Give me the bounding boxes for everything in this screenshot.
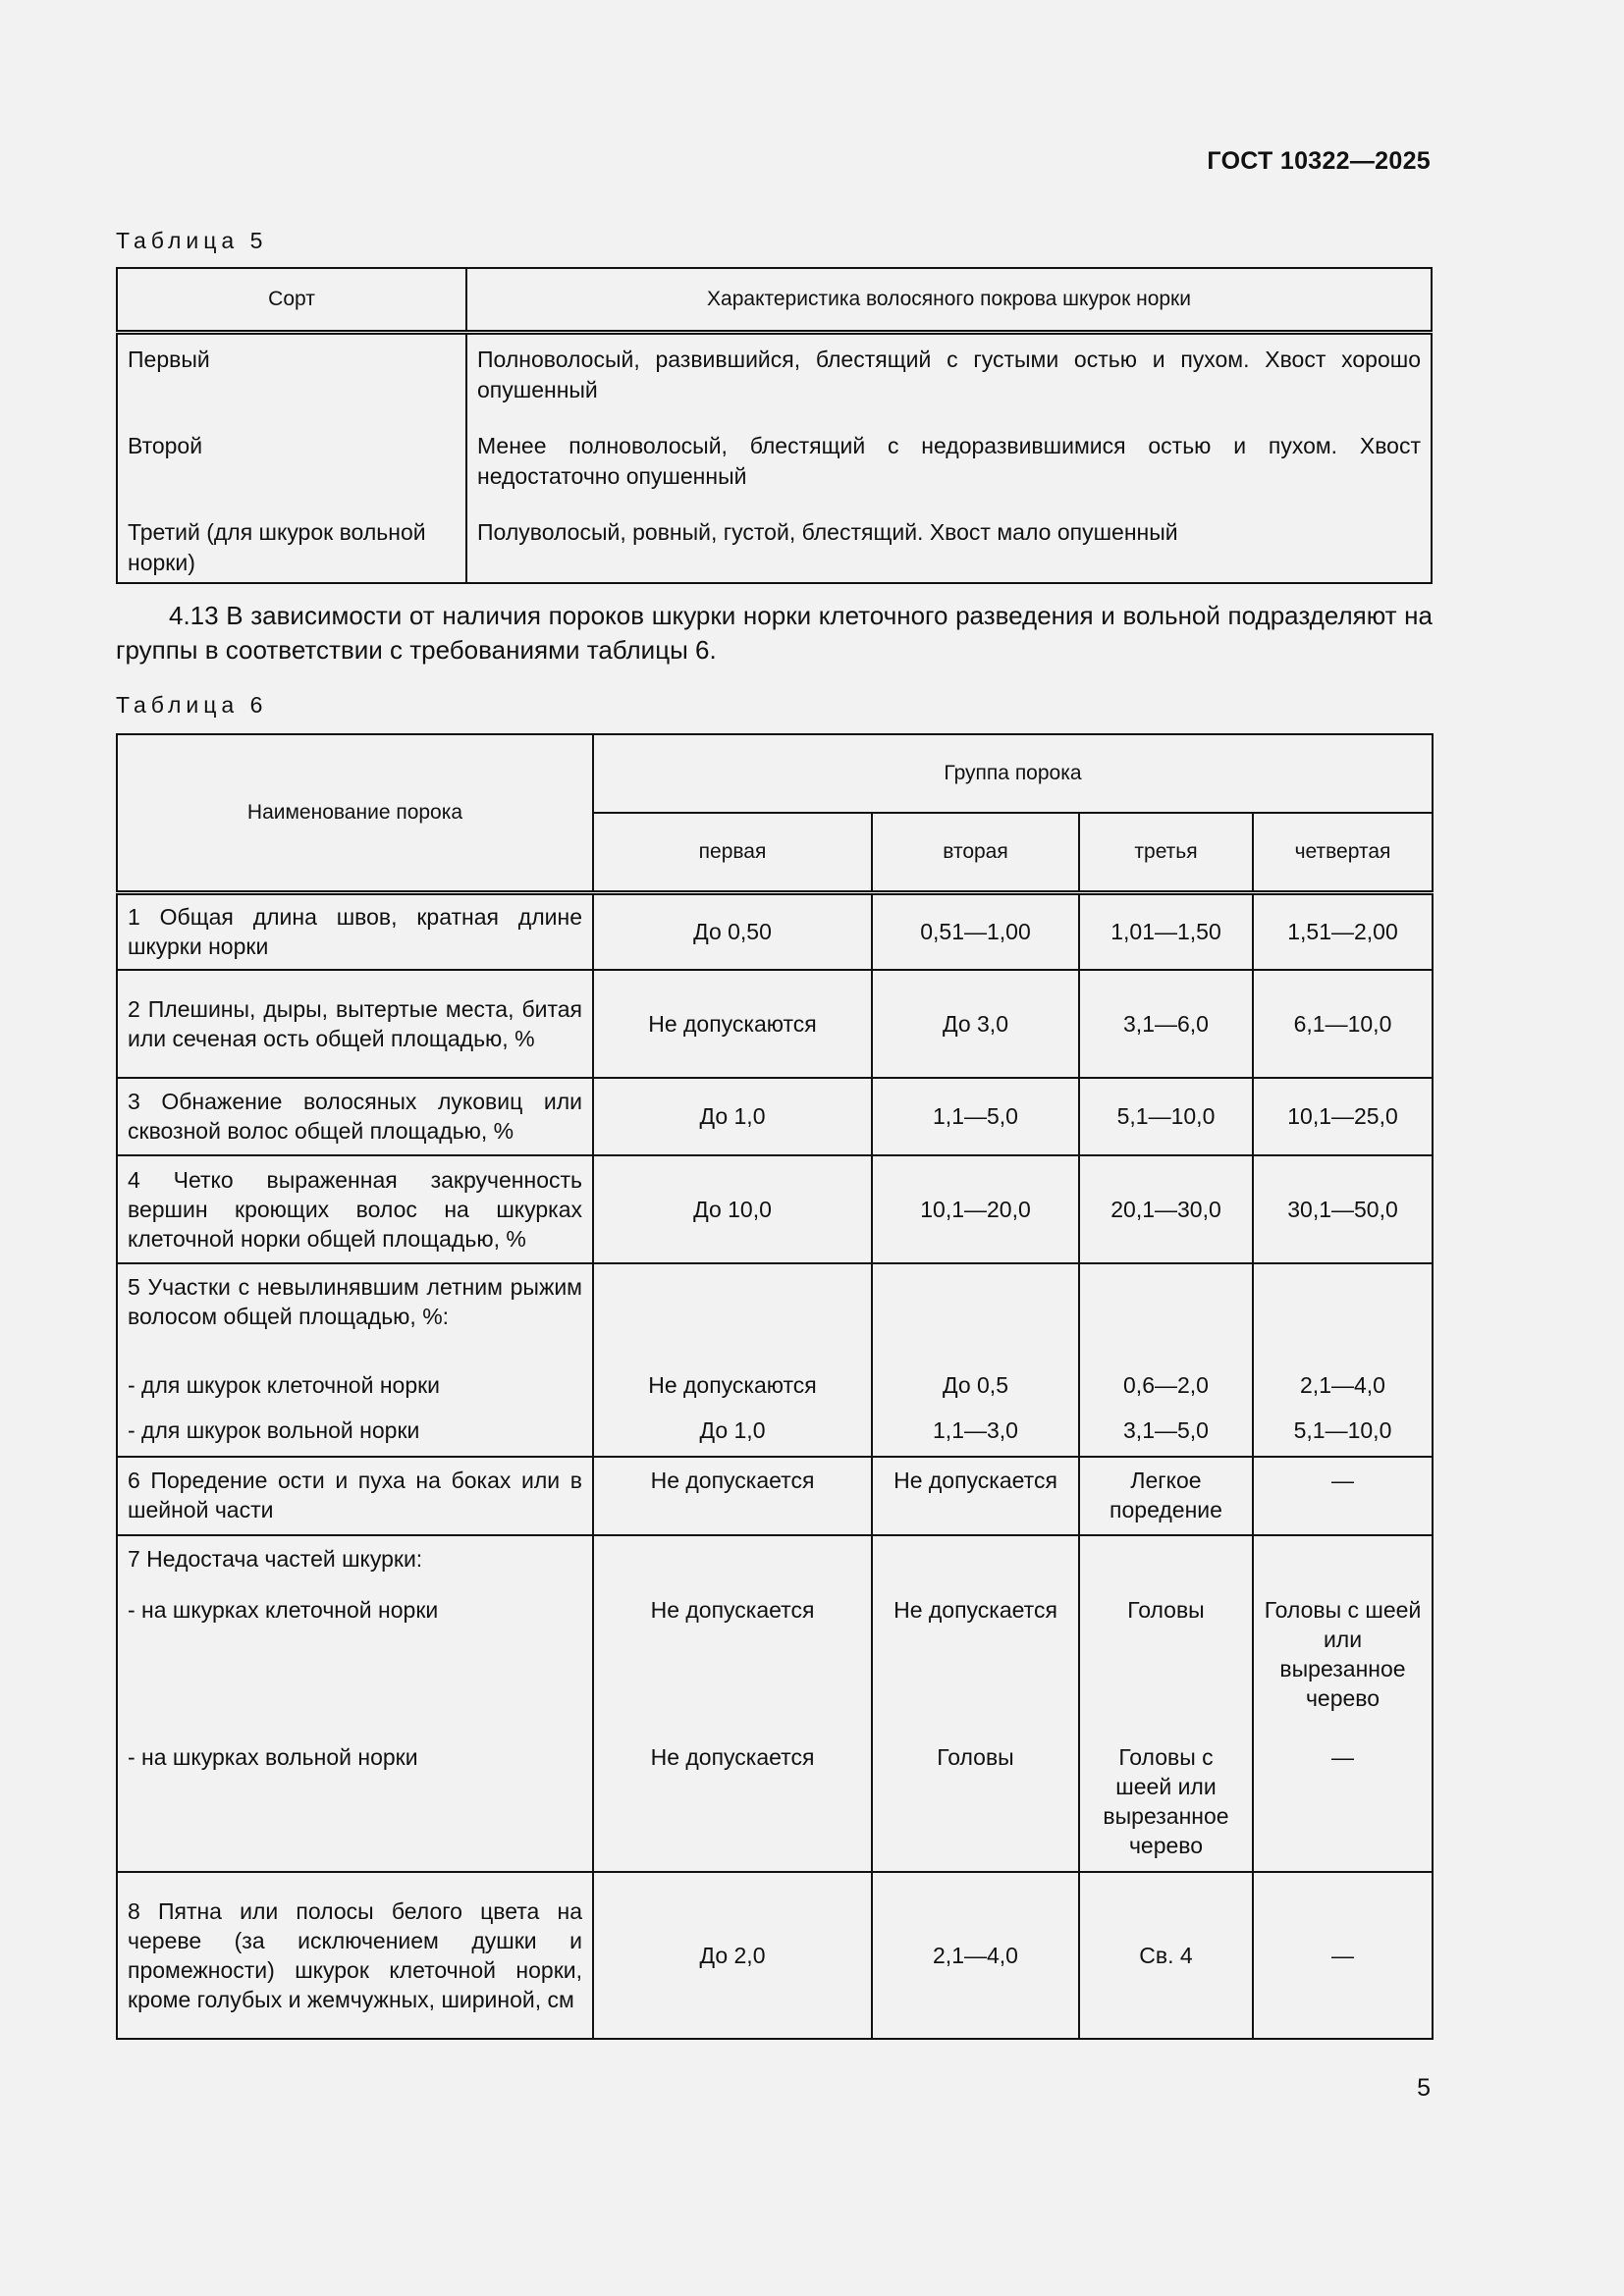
characteristic-cell: Полуволосый, ровный, густой, блестящий. Хвост мало опушенный <box>466 511 1432 583</box>
value-cell: Не допускается <box>593 1457 872 1535</box>
value-cell: — <box>1253 1457 1433 1535</box>
value-cell: Головы с шеей или вырезанное черево <box>1079 1738 1253 1872</box>
value-cell: 20,1—30,0 <box>1079 1155 1253 1263</box>
value-cell: 6,1—10,0 <box>1253 970 1433 1078</box>
value-cell: 0,6—2,0 <box>1079 1359 1253 1412</box>
defect-name: 6 Поредение ости и пуха на боках или в шейной части <box>117 1457 593 1535</box>
header-group-first: первая <box>593 813 872 893</box>
value-cell: Не допускается <box>593 1591 872 1738</box>
value-cell: До 2,0 <box>593 1872 872 2039</box>
table-row <box>117 1078 1433 1155</box>
table6-caption: Таблица 6 <box>116 692 268 718</box>
table-row <box>117 1359 1433 1412</box>
defect-subitem: - на шкурках клеточной норки <box>117 1591 593 1738</box>
characteristic-cell: Полноволосый, развившийся, блестящий с густыми остью и пухом. Хвост хорошо опушенный <box>466 333 1432 426</box>
value-cell: 10,1—20,0 <box>872 1155 1079 1263</box>
table-row <box>117 1872 1433 2039</box>
header-defect-name: Наименование порока <box>117 734 593 893</box>
grade-cell: Первый <box>117 333 466 426</box>
spacer-cell <box>872 1535 1079 1591</box>
characteristic-cell: Менее полноволосый, блестящий с недоразвившимися остью и пухом. Хвост недостаточно опушенный <box>466 425 1432 511</box>
table-row <box>117 1738 1433 1872</box>
value-cell: До 0,5 <box>872 1359 1079 1412</box>
spacer-cell <box>593 1535 872 1591</box>
spacer-cell <box>1253 1263 1433 1359</box>
defect-subitem: - для шкурок вольной норки <box>117 1412 593 1457</box>
value-cell: До 3,0 <box>872 970 1079 1078</box>
page-number: 5 <box>1417 2074 1431 2102</box>
value-cell: 2,1—4,0 <box>1253 1359 1433 1412</box>
defect-name: 3 Обнажение волосяных луковиц или сквозной волос общей площадью, % <box>117 1078 593 1155</box>
value-cell: До 0,50 <box>593 893 872 970</box>
value-cell: Не допускается <box>593 1738 872 1872</box>
table-row <box>117 1263 1433 1359</box>
value-cell: 10,1—25,0 <box>1253 1078 1433 1155</box>
table-row <box>117 425 1432 511</box>
header-group-third: третья <box>1079 813 1253 893</box>
value-cell: — <box>1253 1872 1433 2039</box>
defect-name: 5 Участки с невылинявшим летним рыжим волосом общей площадью, %: <box>117 1263 593 1359</box>
value-cell: Легкое поредение <box>1079 1457 1253 1535</box>
table-row <box>117 1412 1433 1457</box>
value-cell: 3,1—5,0 <box>1079 1412 1253 1457</box>
spacer-cell <box>593 1263 872 1359</box>
value-cell: Не допускаются <box>593 1359 872 1412</box>
value-cell: Св. 4 <box>1079 1872 1253 2039</box>
defect-name: 2 Плешины, дыры, вытертые места, битая или сеченая ость общей площадью, % <box>117 970 593 1078</box>
value-cell: До 1,0 <box>593 1412 872 1457</box>
defect-name: 8 Пятна или полосы белого цвета на череве (за исключением душки и промежности) шкурок клеточной норки, кроме голубых и жемчужных, шириной, см <box>117 1872 593 2039</box>
document-id: ГОСТ 10322—2025 <box>1207 147 1431 175</box>
header-group-second: вторая <box>872 813 1079 893</box>
table5-header-grade: Сорт <box>117 268 466 333</box>
value-cell: Не допускаются <box>593 970 872 1078</box>
clause-paragraph: 4.13 В зависимости от наличия пороков шкурки норки клеточного разведения и вольной подразделяют на группы в соответствии с требованиями таблицы 6. <box>116 601 1433 665</box>
grade-characteristics-table <box>116 267 1433 584</box>
value-cell: 1,1—5,0 <box>872 1078 1079 1155</box>
value-cell: Головы <box>1079 1591 1253 1738</box>
value-cell: — <box>1253 1738 1433 1872</box>
value-cell: Не допускается <box>872 1591 1079 1738</box>
table-row <box>117 1535 1433 1591</box>
value-cell: Головы с шеей или вырезанное черево <box>1253 1591 1433 1738</box>
defect-name: 7 Недостача частей шкурки: <box>117 1535 593 1591</box>
value-cell: 5,1—10,0 <box>1253 1412 1433 1457</box>
value-cell: Головы <box>872 1738 1079 1872</box>
table-row <box>117 970 1433 1078</box>
table-row <box>117 1155 1433 1263</box>
table5-header-characteristic: Характеристика волосяного покрова шкурок норки <box>466 268 1432 333</box>
value-cell: Не допускается <box>872 1457 1079 1535</box>
grade-cell: Третий (для шкурок вольной норки) <box>117 511 466 583</box>
value-cell: 1,51—2,00 <box>1253 893 1433 970</box>
value-cell: 1,1—3,0 <box>872 1412 1079 1457</box>
defect-name: 1 Общая длина швов, кратная длине шкурки норки <box>117 893 593 970</box>
value-cell: 30,1—50,0 <box>1253 1155 1433 1263</box>
value-cell: 3,1—6,0 <box>1079 970 1253 1078</box>
table-row <box>117 333 1432 426</box>
spacer-cell <box>1253 1535 1433 1591</box>
grade-cell: Второй <box>117 425 466 511</box>
value-cell: 1,01—1,50 <box>1079 893 1253 970</box>
table5-caption: Таблица 5 <box>116 228 268 253</box>
table-row <box>117 1457 1433 1535</box>
table-row <box>117 1591 1433 1738</box>
spacer-cell <box>1079 1535 1253 1591</box>
value-cell: До 10,0 <box>593 1155 872 1263</box>
value-cell: До 1,0 <box>593 1078 872 1155</box>
value-cell: 2,1—4,0 <box>872 1872 1079 2039</box>
spacer-cell <box>872 1263 1079 1359</box>
header-defect-group: Группа порока <box>593 734 1433 813</box>
spacer-cell <box>1079 1263 1253 1359</box>
defect-subitem: - на шкурках вольной норки <box>117 1738 593 1872</box>
value-cell: 0,51—1,00 <box>872 893 1079 970</box>
table-row <box>117 893 1433 970</box>
value-cell: 5,1—10,0 <box>1079 1078 1253 1155</box>
defect-name: 4 Четко выраженная закрученность вершин кроющих волос на шкурках клеточной норки общей площадью, % <box>117 1155 593 1263</box>
defect-subitem: - для шкурок клеточной норки <box>117 1359 593 1412</box>
table-row <box>117 511 1432 583</box>
header-group-fourth: четвертая <box>1253 813 1433 893</box>
defect-groups-table <box>116 733 1434 2040</box>
